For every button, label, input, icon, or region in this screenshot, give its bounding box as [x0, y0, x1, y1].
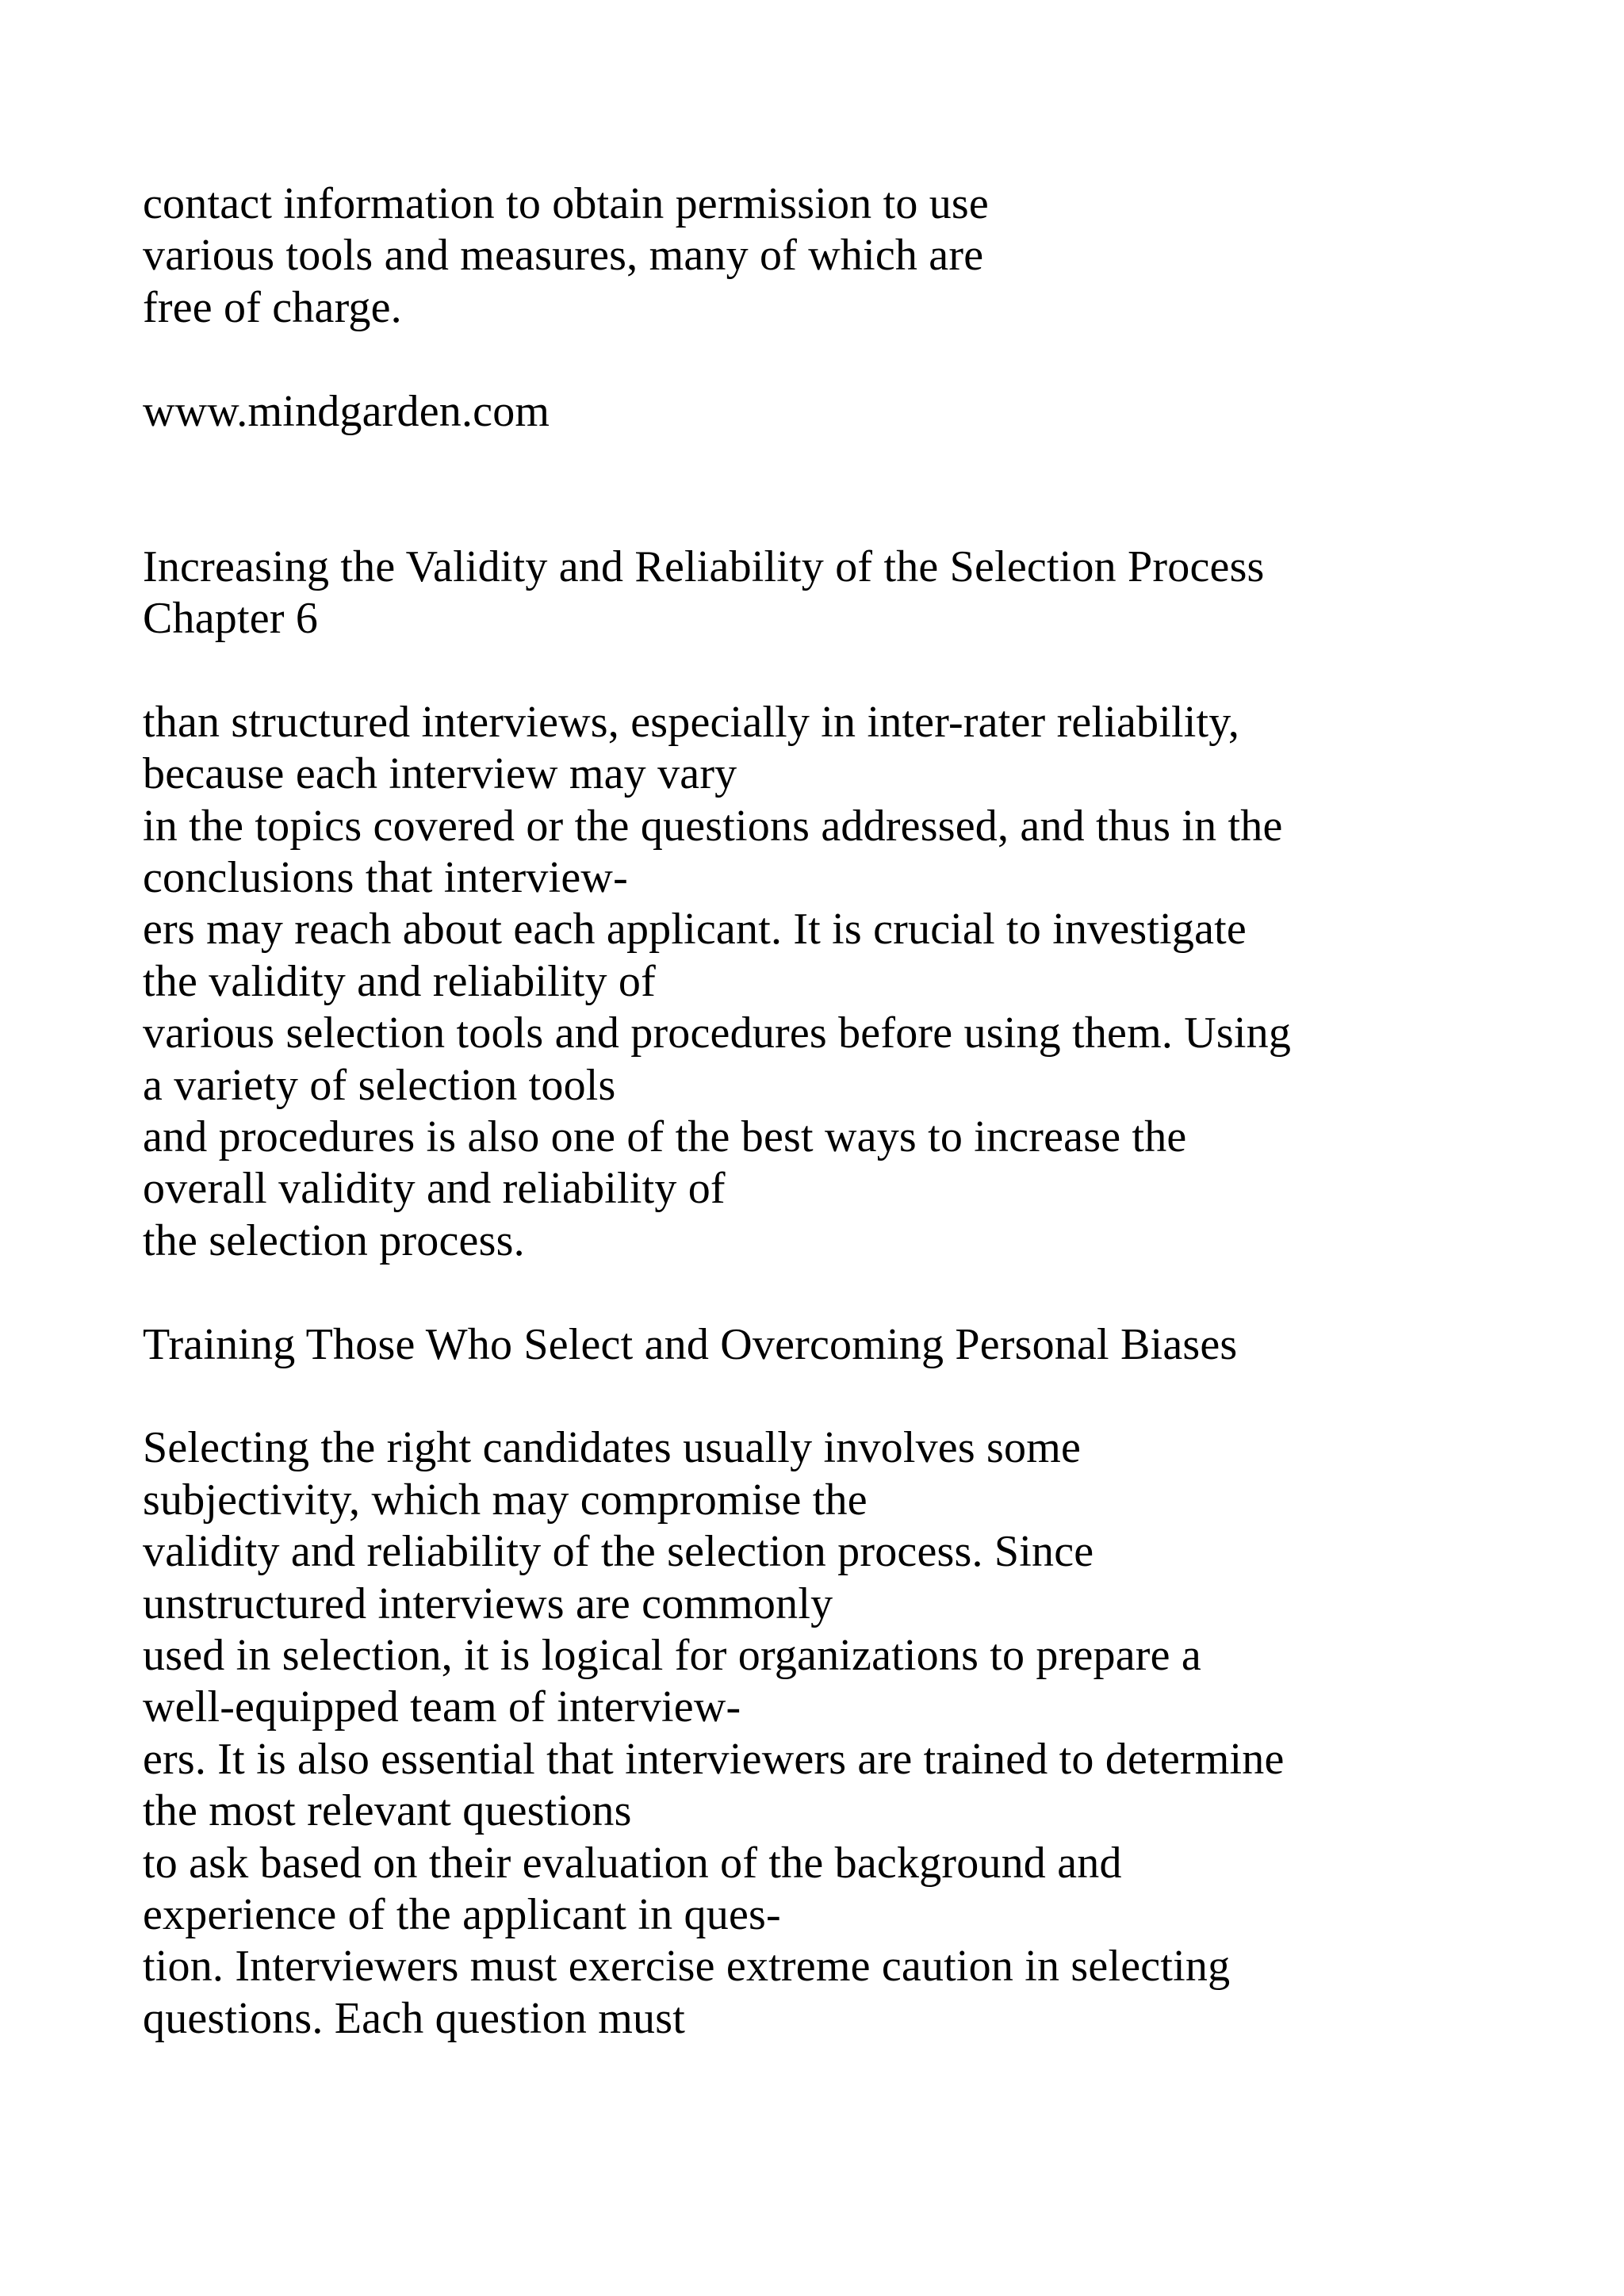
blank-line — [143, 645, 1507, 697]
text-line: various tools and measures, many of which are — [143, 231, 984, 281]
text-line: the selection process. — [143, 1215, 525, 1265]
text-line: and procedures is also one of the best ways to increase the — [143, 1112, 1187, 1162]
text-line-heading: Training Those Who Select and Overcoming Personal Biases — [143, 1319, 1238, 1369]
text-line: various selection tools and procedures before using them. Using — [143, 1008, 1292, 1058]
text-line: well-equipped team of interview- — [143, 1682, 741, 1732]
document-text-block — [143, 178, 1507, 2045]
text-line: than structured interviews, especially in inter-rater reliability, — [143, 697, 1240, 747]
text-line: validity and reliability of the selection process. Since — [143, 1527, 1094, 1577]
text-line: used in selection, it is logical for organizations to prepare a — [143, 1630, 1201, 1680]
text-line: because each interview may vary — [143, 749, 737, 799]
blank-line — [143, 489, 1507, 541]
text-line-url: www.mindgarden.com — [143, 386, 550, 436]
text-line: unstructured interviews are commonly — [143, 1578, 833, 1628]
blank-line — [143, 1267, 1507, 1318]
text-line: free of charge. — [143, 282, 402, 332]
text-line: ers may reach about each applicant. It is crucial to investigate — [143, 905, 1247, 955]
blank-line — [143, 438, 1507, 489]
blank-line — [143, 334, 1507, 385]
text-line: Selecting the right candidates usually involves some — [143, 1423, 1082, 1473]
text-line-chapter: Chapter 6 — [143, 594, 319, 644]
text-line: contact information to obtain permission to use — [143, 179, 989, 228]
text-line: conclusions that interview- — [143, 853, 628, 903]
text-line: ers. It is also essential that interviewers are trained to determine — [143, 1734, 1285, 1784]
text-line: to ask based on their evaluation of the background and — [143, 1838, 1122, 1888]
text-line: in the topics covered or the questions addressed, and thus in the — [143, 801, 1283, 851]
text-line: tion. Interviewers must exercise extreme caution in selecting — [143, 1942, 1231, 1992]
text-line: questions. Each question must — [143, 1993, 685, 2043]
text-line: the validity and reliability of — [143, 956, 656, 1006]
text-line: experience of the applicant in ques- — [143, 1889, 781, 1939]
text-line: a variety of selection tools — [143, 1060, 616, 1110]
text-line: subjectivity, which may compromise the — [143, 1475, 868, 1525]
text-line-title: Increasing the Validity and Reliability of the Selection Process — [143, 541, 1265, 591]
text-line: the most relevant questions — [143, 1786, 632, 1836]
blank-line — [143, 1371, 1507, 1422]
text-line: overall validity and reliability of — [143, 1164, 726, 1214]
